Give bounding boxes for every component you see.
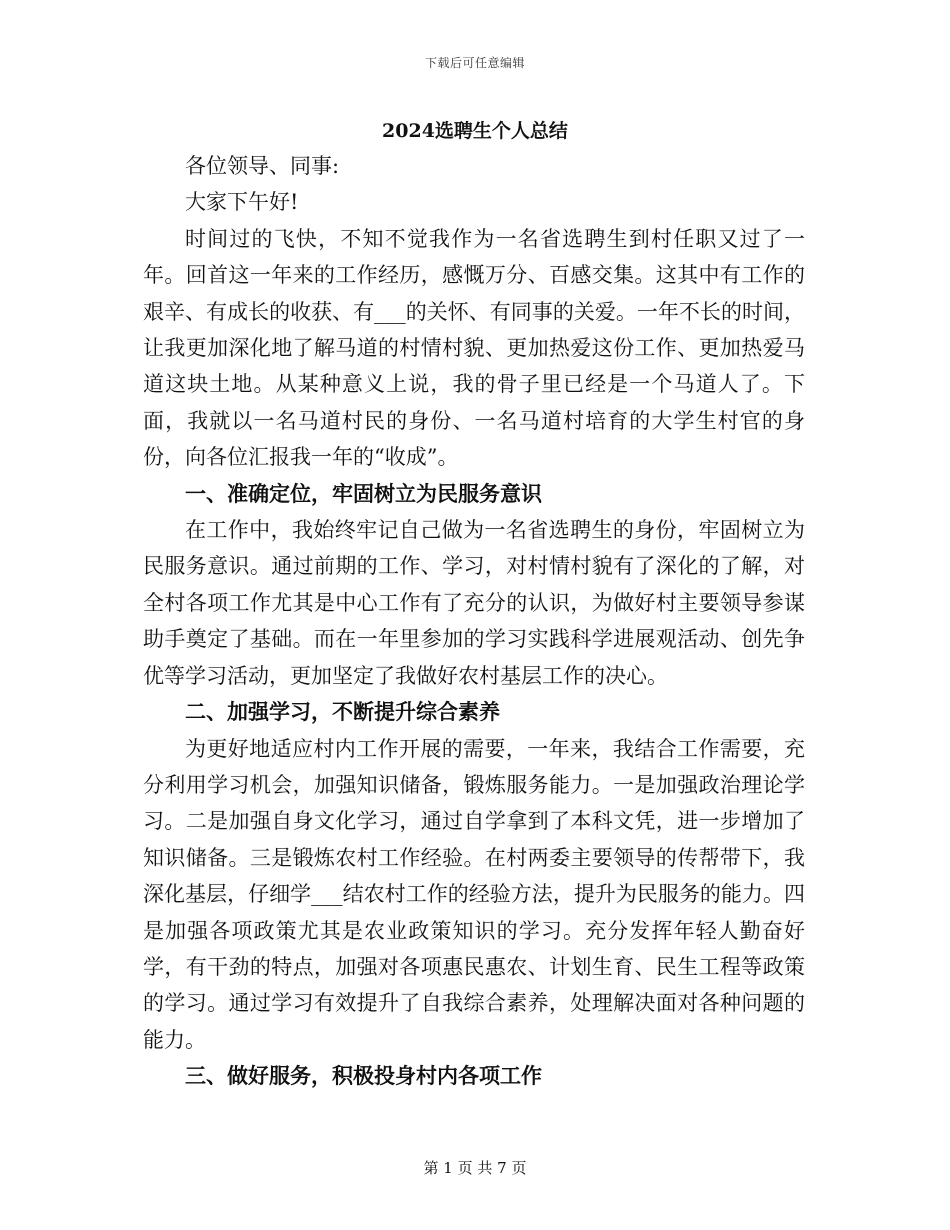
section-heading-2: 二、加强学习，不断提升综合素养 — [185, 699, 500, 725]
section-heading-3: 三、做好服务，积极投身村内各项工作 — [185, 1063, 542, 1089]
document-body — [143, 148, 805, 1095]
section-heading-1: 一、准确定位，牢固树立为民服务意识 — [185, 480, 542, 506]
document-title: 2024选聘生个人总结 — [382, 120, 568, 142]
page-header-note: 下载后可任意编辑 — [424, 56, 525, 70]
section-2-paragraph: 为更好地适应村内工作开展的需要，一年来，我结合工作需要，充分利用学习机会，加强知识储备，锻炼服务能力。一是加强政治理论学习。二是加强自身文化学习，通过自学拿到了本科文凭，进一步增加了知识储备。三是锻炼农村工作经验。在村两委主要领导的传帮带下，我深化基层，仔细学___结农村工作的经验方法，提升为民服务的能力。四是加强各项政策尤其是农业政策知识的学习。充分发挥年轻人勤奋好学，有干劲的特点，加强对各项惠民惠农、计划生育、民生工程等政策的学习。通过学习有效提升了自我综合素养，处理解决面对各种问题的能力。 — [143, 736, 805, 1052]
section-1-paragraph: 在工作中，我始终牢记自己做为一名省选聘生的身份，牢固树立为民服务意识。通过前期的工作、学习，对村情村貌有了深化的了解，对全村各项工作尤其是中心工作有了充分的认识，为做好村主要领导参谋助手奠定了基础。而在一年里参加的学习实践科学进展观活动、创先争优等学习活动，更加坚定了我做好农村基层工作的决心。 — [143, 518, 805, 688]
greeting: 大家下午好! — [185, 190, 299, 215]
page-number: 第 1 页 共 7 页 — [423, 1159, 527, 1177]
intro-paragraph: 时间过的飞快，不知不觉我作为一名省选聘生到村任职又过了一年。回首这一年来的工作经历，感慨万分、百感交集。这其中有工作的艰辛、有成长的收获、有___的关怀、有同事的关爱。一年不长的时间，让我更加深化地了解马道的村情村貌、更加热爱这份工作、更加热爱马道这块土地。从某种意义上说，我的骨子里已经是一个马道人了。下面，我就以一名马道村民的身份、一名马道村培育的大学生村官的身份，向各位汇报我一年的“收成”。 — [143, 226, 805, 470]
salutation: 各位领导、同事: — [185, 154, 340, 178]
